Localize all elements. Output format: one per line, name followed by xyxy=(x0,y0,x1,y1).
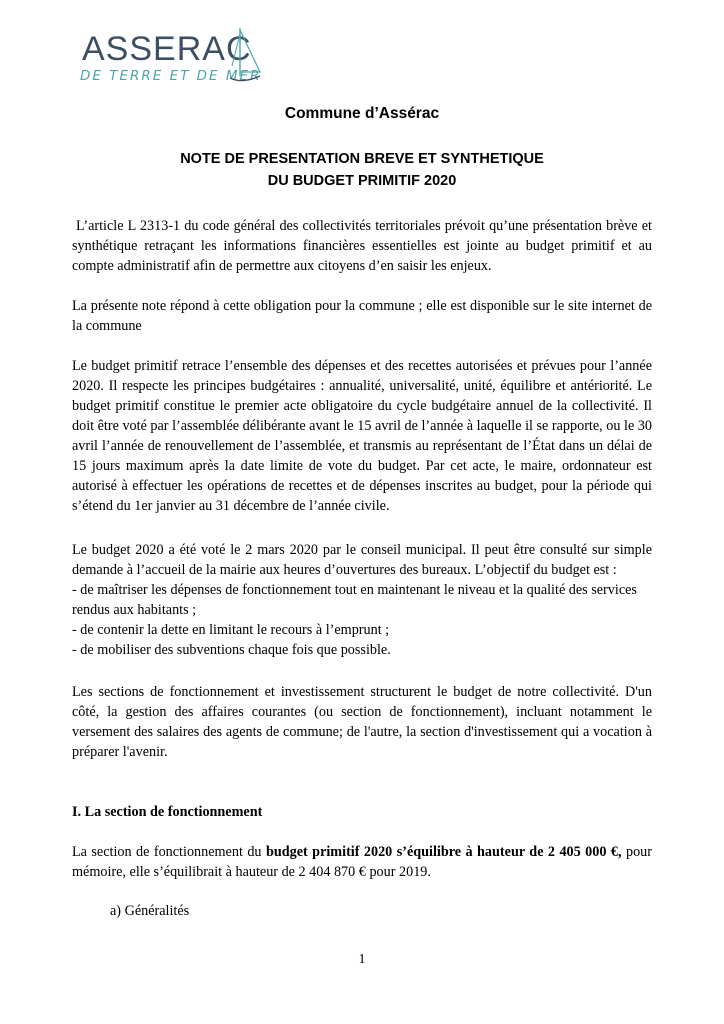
paragraph-obligation: La présente note répond à cette obligation pour la commune ; elle est disponible sur le site internet de la commune xyxy=(72,298,652,334)
logo xyxy=(78,26,278,98)
sailboat-icon xyxy=(230,26,264,88)
paragraph-fonctionnement: La section de fonctionnement du budget primitif 2020 s’équilibre à hauteur de 2 405 000 €, pour mémoire, elle s’équilibrait à hauteur de 2 404 870 € pour 2019. xyxy=(72,844,652,880)
subsection-heading: a) Généralités xyxy=(110,903,190,919)
logo-tagline: DE TERRE ET DE MER xyxy=(80,68,262,84)
logo-text: ASSERAC xyxy=(82,30,252,68)
paragraph-budget-definition: Le budget primitif retrace l’ensemble des dépenses et des recettes autorisées et prévues pour l’année 2020. Il respecte les principes budgétaires : annualité, universalité, unité, équilibre et antériorité. Le budget primitif constitue le premier acte obligatoire du cycle budgétaire annuel de la collectivité. Il doit être voté par l’assemblée délibérante avant le 15 avril de l’année à laquelle il se rapporte, ou le 30 avril l’année de renouvellement de l’assemblée, et transmis au représentant de l’État dans un délai de 15 jours maximum après la date limite de vote du budget. Par cet acte, le maire, ordonnateur est autorisé à effectuer les opérations de recettes et de dépenses inscrites au budget, pour la période qui s’étend du 1er janvier au 31 décembre de l’année civile. xyxy=(72,358,652,514)
list-item: - de contenir la dette en limitant le recours à l’emprunt ; xyxy=(72,622,390,638)
list-item: - de maîtriser les dépenses de fonctionnement tout en maintenant le niveau et la qualité des services rendus aux habitants ; xyxy=(72,582,637,618)
paragraph-legal-basis: L’article L 2313-1 du code général des collectivités territoriales prévoit qu’une présentation brève et synthétique retraçant les informations financières essentielles est jointe au budget primitif et au compte administratif afin de permettre aux citoyens d’en saisir les enjeux. xyxy=(72,218,652,274)
page-number: 1 xyxy=(358,952,366,967)
section-heading: I. La section de fonctionnement xyxy=(72,804,263,820)
document-title-line2: DU BUDGET PRIMITIF 2020 xyxy=(267,173,457,189)
commune-name: Commune d’Assérac xyxy=(284,105,440,122)
list-item: - de mobiliser des subventions chaque fois que possible. xyxy=(72,642,391,658)
paragraph-budget-vote: Le budget 2020 a été voté le 2 mars 2020 par le conseil municipal. Il peut être consulté sur simple demande à l’accueil de la mairie aux heures d’ouvertures des bureaux. L’objectif du budget est : - de maîtriser les dépenses de fonctionnement tout en maintenant le niveau et la qualité des services rendus aux habitants ; - de contenir la dette en limitant le recours à l’emprunt ; - de mobiliser des subventions chaque fois que possible. xyxy=(72,542,652,658)
document-title-line1: NOTE DE PRESENTATION BREVE ET SYNTHETIQUE xyxy=(180,151,544,167)
paragraph-sections: Les sections de fonctionnement et investissement structurent le budget de notre collectivité. D'un côté, la gestion des affaires courantes (ou section de fonctionnement), incluant notamment le versement des salaires des agents de commune; de l'autre, la section d'investissement qui a vocation à préparer l'avenir. xyxy=(72,684,652,760)
